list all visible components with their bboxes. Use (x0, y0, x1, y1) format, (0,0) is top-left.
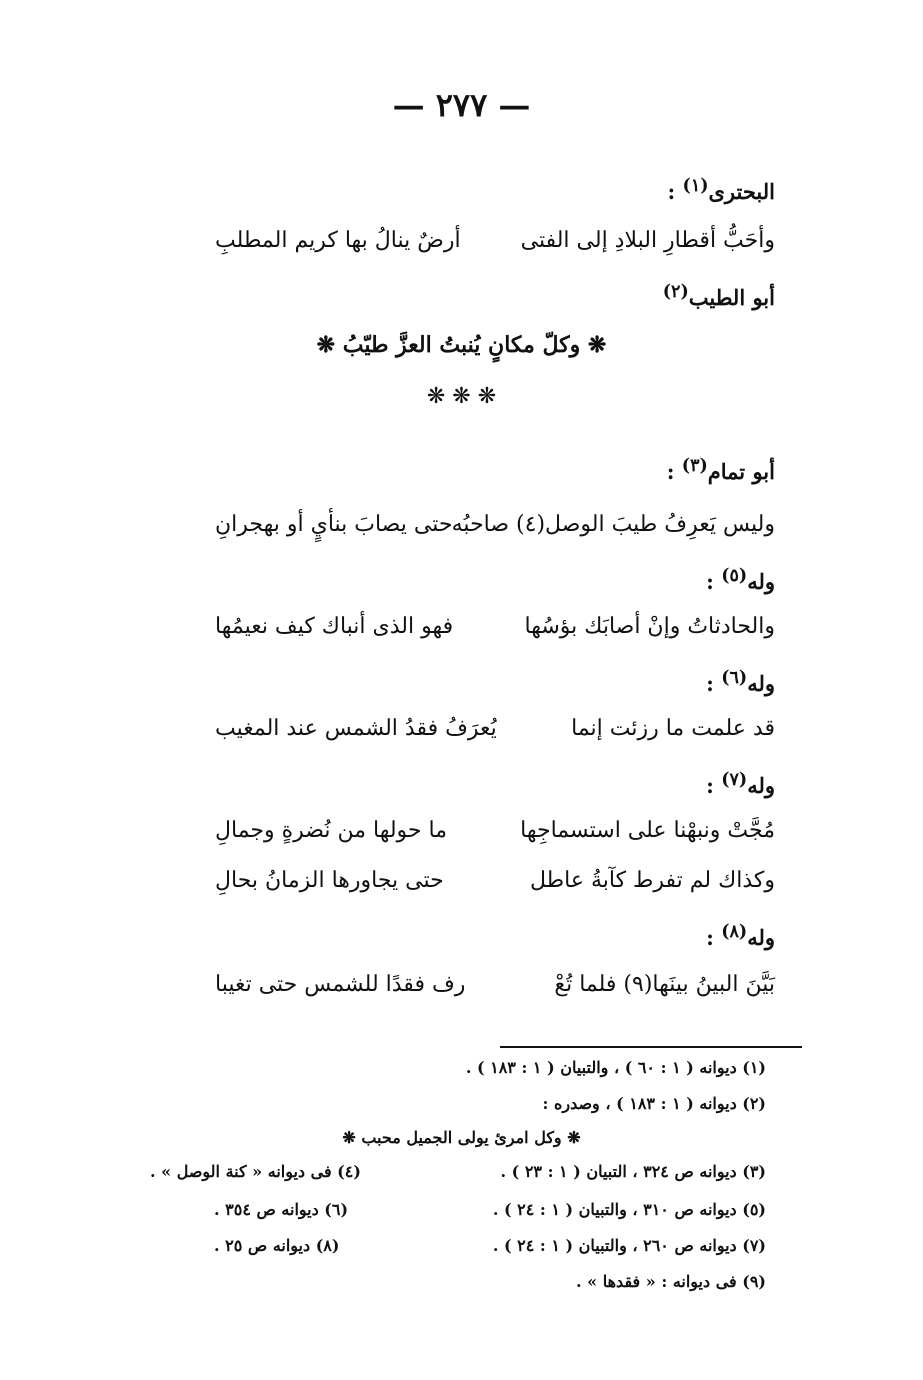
footnote-3: (٣) ديوانه ص ٣٢٤ ، التبيان ( ١ : ٢٣ ) . (500, 1162, 766, 1181)
footnote-ref: (٢) (662, 282, 689, 302)
verse-2-second-hemistich: حتى يصابَ بنأيٍ أو بهجرانِ (215, 512, 453, 537)
poet-heading-wa-lahu-7: وله$^{(٧)}$ : (706, 770, 775, 798)
section-separator-stars: ❋ ❋ ❋ (426, 384, 497, 409)
verse-7-second-hemistich: رف فقدًا للشمس حتى تغيبا (215, 972, 466, 997)
verse-6-second-hemistich: حتى يجاورها الزمانُ بحالِ (215, 868, 444, 893)
verse-7-first-hemistich: بَيَّنَ البينُ بينَها(٩) فلما تُعْ (554, 972, 775, 997)
verse-3-first-hemistich: والحادثاتُ وإنْ أصابَك بؤسُها (524, 614, 775, 639)
footnote-8: (٨) ديوانه ص ٢٥ . (214, 1236, 340, 1255)
footnote-ref: (٨) (721, 922, 748, 942)
verse-3-second-hemistich: فهو الذى أنباك كيف نعيمُها (215, 614, 454, 639)
poet-heading-abu-al-tayyib: أبو الطيب$^{(٢)}$ (662, 282, 775, 310)
footnote-9: (٩) فى ديوانه : « فقدها » . (576, 1272, 766, 1291)
verse-1-second-hemistich: أرضٌ ينالُ بها كريم المطلبِ (215, 228, 461, 253)
footnote-6: (٦) ديوانه ص ٣٥٤ . (214, 1200, 349, 1219)
footnote-ref: (٦) (721, 668, 748, 688)
footnote-rule (500, 1046, 802, 1048)
page-number: — ٢٧٧ — (392, 86, 531, 124)
poet-heading-wa-lahu-6: وله$^{(٦)}$ : (706, 668, 775, 696)
footnote-1: (١) ديوانه ( ١ : ٦٠ ) ، والتبيان ( ١ : ١٨٣ ) . (465, 1058, 766, 1077)
footnote-2: (٢) ديوانه ( ١ : ١٨٣ ) ، وصدره : (542, 1094, 766, 1113)
footnote-7: (٧) ديوانه ص ٢٦٠ ، والتبيان ( ١ : ٢٤ ) . (492, 1236, 766, 1255)
footnote-5: (٥) ديوانه ص ٣١٠ ، والتبيان ( ١ : ٢٤ ) . (492, 1200, 766, 1219)
verse-1-first-hemistich: وأحَبُّ أقطارِ البلادِ إلى الفتى (520, 228, 775, 253)
verse-2-first-hemistich: وليس يَعرِفُ طيبَ الوصل(٤) صاحبُه (451, 512, 775, 537)
verse-4-second-hemistich: يُعرَفُ فقدُ الشمس عند المغيب (215, 716, 497, 741)
footnote-ref: (٣) (681, 456, 708, 476)
verse-4-first-hemistich: قد علمت ما رزئت إنما (571, 716, 775, 741)
center-hemistich: ❋ وكلّ مكانٍ يُنبتُ العزَّ طيّبُ ❋ (316, 332, 607, 358)
footnote-ref: (٥) (721, 566, 748, 586)
verse-5-first-hemistich: مُجَّتْ ونبهْنا على استسماجِها (520, 818, 775, 843)
footnote-ref: (١) (682, 176, 709, 196)
verse-6-first-hemistich: وكذاك لم تفرط كآبةُ عاطل (529, 868, 775, 893)
footnote-ref: (٧) (721, 770, 748, 790)
footnote-4: (٤) فى ديوانه « كنة الوصل » . (150, 1162, 361, 1181)
verse-5-second-hemistich: ما حولها من نُضرةٍ وجمالِ (215, 818, 447, 843)
poet-heading-wa-lahu-8: وله$^{(٨)}$ : (706, 922, 775, 950)
footnote-2-quoted-hemistich: ❋ وكل امرئ يولى الجميل محبب ❋ (342, 1128, 581, 1147)
poet-heading-buhturi: البحترى$^{(١)}$ : (667, 176, 775, 204)
poet-heading-abu-tammam: أبو تمام$^{(٣)}$ : (666, 456, 775, 484)
poet-heading-wa-lahu-5: وله$^{(٥)}$ : (706, 566, 775, 594)
